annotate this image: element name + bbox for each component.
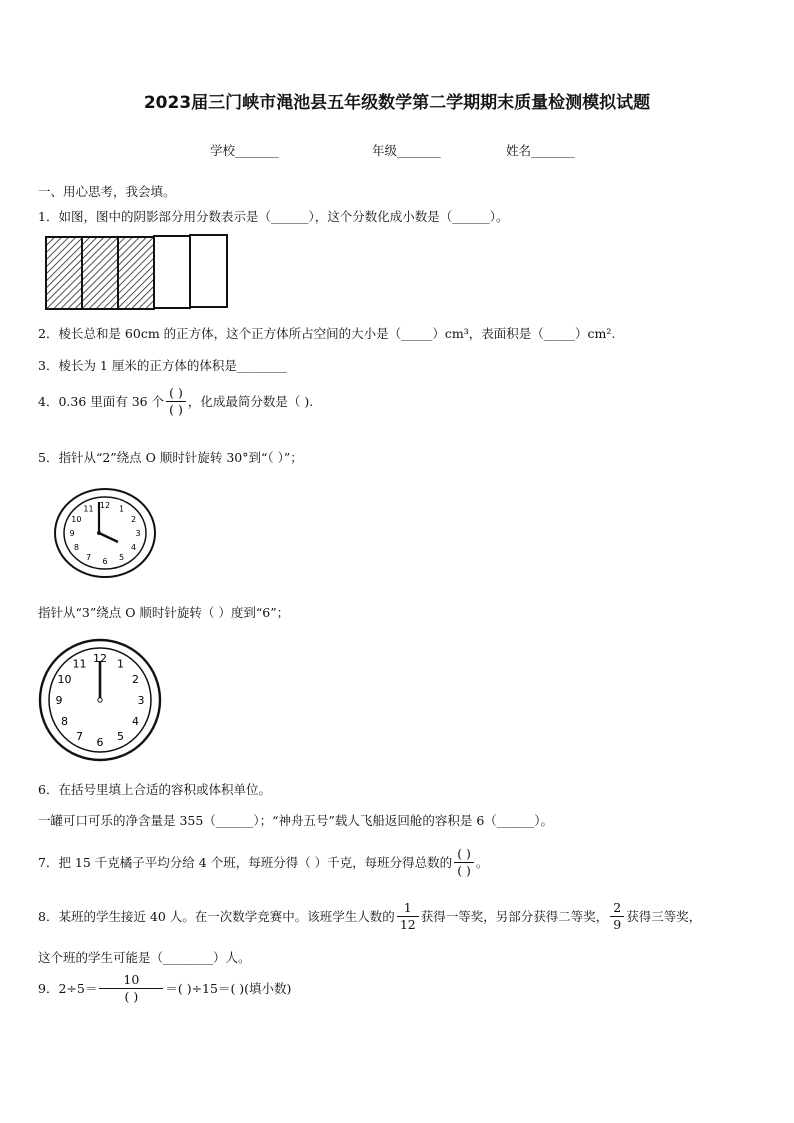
clock-numeral-9: 9 [69,528,75,538]
clock-numeral-5: 5 [117,730,124,744]
question-8-mid: 获得一等奖，另部分获得二等奖， [420,909,609,925]
question-9-prefix: 9．2÷5＝ [38,981,98,997]
question-3: 3．棱长为 1 厘米的正方体的体积是________ [38,358,287,373]
clock-numeral-11: 11 [72,657,87,671]
section-heading: 一、用心思考，我会填。 [38,184,176,199]
clock-numeral-1: 1 [117,657,124,671]
question-5b: 指针从“3”绕点 O 顺时针旋转（ ）度到“6”； [38,605,290,620]
question-4 [38,385,313,417]
clock-numeral-9: 9 [55,693,63,707]
fraction-numerator: 10 [99,972,163,989]
fraction-numerator: 2 [610,900,624,917]
fraction-denominator: ( ) [169,401,183,417]
fraction-denominator: 12 [399,916,416,932]
question-4-suffix: ，化成最简分数是（ ). [187,394,314,410]
fraction-numerator: ( ) [166,385,186,402]
fraction-blank [454,846,474,878]
clock-1-figure [53,487,159,579]
clock-numeral-3: 3 [137,693,145,707]
clock-numeral-10: 10 [57,672,72,686]
question-9-suffix: ＝( )÷15＝( )(填小数) [165,981,292,997]
clock-numeral-6: 6 [102,556,108,566]
clock-numeral-10: 10 [71,514,82,524]
page-title: 2023届三门峡市渑池县五年级数学第二学期期末质量检测模拟试题 [143,93,651,113]
clock-numeral-1: 1 [118,504,125,514]
question-7-prefix: 7．把 15 千克橘子平均分给 4 个班，每班分得（ ）千克，每班分得总数的 [38,855,453,871]
blank-part-2 [190,235,227,307]
question-6: 6．在括号里填上合适的容积或体积单位。 [38,782,271,797]
school-field: 学校_______ [210,143,279,158]
clock-2-figure [38,637,162,763]
clock-numeral-8: 8 [73,542,79,552]
question-8 [38,900,701,932]
clock-numeral-4: 4 [131,542,137,552]
name-field: 姓名_______ [506,143,575,158]
question-6-line2: 一罐可口可乐的净含量是 355（______）；“神舟五号”载人飞船返回舱的容积是 6（______）。 [38,813,554,828]
clock-numeral-7: 7 [76,730,83,744]
clock-numeral-12: 12 [99,500,111,510]
question-8-prefix: 8．某班的学生接近 40 人。在一次数学竞赛中。该班学生人数的 [38,909,395,925]
clock-numeral-7: 7 [85,553,92,562]
question-4-prefix: 4．0.36 里面有 36 个 [38,394,165,410]
blank-part-1 [154,236,190,308]
shaded-part-2 [82,237,118,309]
clock-numeral-8: 8 [61,714,68,728]
question-8-line2: 这个班的学生可能是（________）人。 [38,950,251,965]
fraction-numerator: ( ) [454,846,474,863]
question-9 [38,972,291,1004]
question-5: 5．指针从“2”绕点 O 顺时针旋转 30°到“（ ）”； [38,450,303,465]
clock-center [97,531,101,535]
fraction-one-twelfth [397,900,419,932]
fraction-ten-over-blank [99,972,163,1004]
shaded-part-3 [118,237,154,309]
clock-numeral-2: 2 [132,672,139,686]
clock-numeral-6: 6 [96,735,104,749]
question-2: 2．棱长总和是 60cm 的正方体，这个正方体所占空间的大小是（_____）cm³，表面积是（_____）cm². [38,326,616,341]
fraction-denominator: 9 [613,916,622,932]
clock-numeral-4: 4 [132,714,139,728]
question-7-suffix: 。 [475,855,489,871]
question-8-suffix: 获得三等奖， [626,909,702,925]
fraction-denominator: ( ) [124,988,139,1004]
fraction-numerator: 1 [397,900,419,917]
clock-numeral-12: 12 [93,651,107,665]
shaded-part-1 [46,237,82,309]
fraction-blank [166,385,186,417]
clock-center [98,698,102,702]
clock-numeral-3: 3 [135,528,141,538]
shaded-rectangle-figure [44,233,230,313]
question-7 [38,846,488,878]
fraction-denominator: ( ) [457,862,471,878]
clock-numeral-2: 2 [131,514,137,524]
clock-numeral-11: 11 [83,504,94,514]
grade-field: 年级_______ [372,143,441,158]
clock-numeral-5: 5 [118,553,125,562]
question-1: 1．如图，图中的阴影部分用分数表示是（______），这个分数化成小数是（______）。 [38,209,509,224]
fraction-two-ninths [610,900,624,932]
